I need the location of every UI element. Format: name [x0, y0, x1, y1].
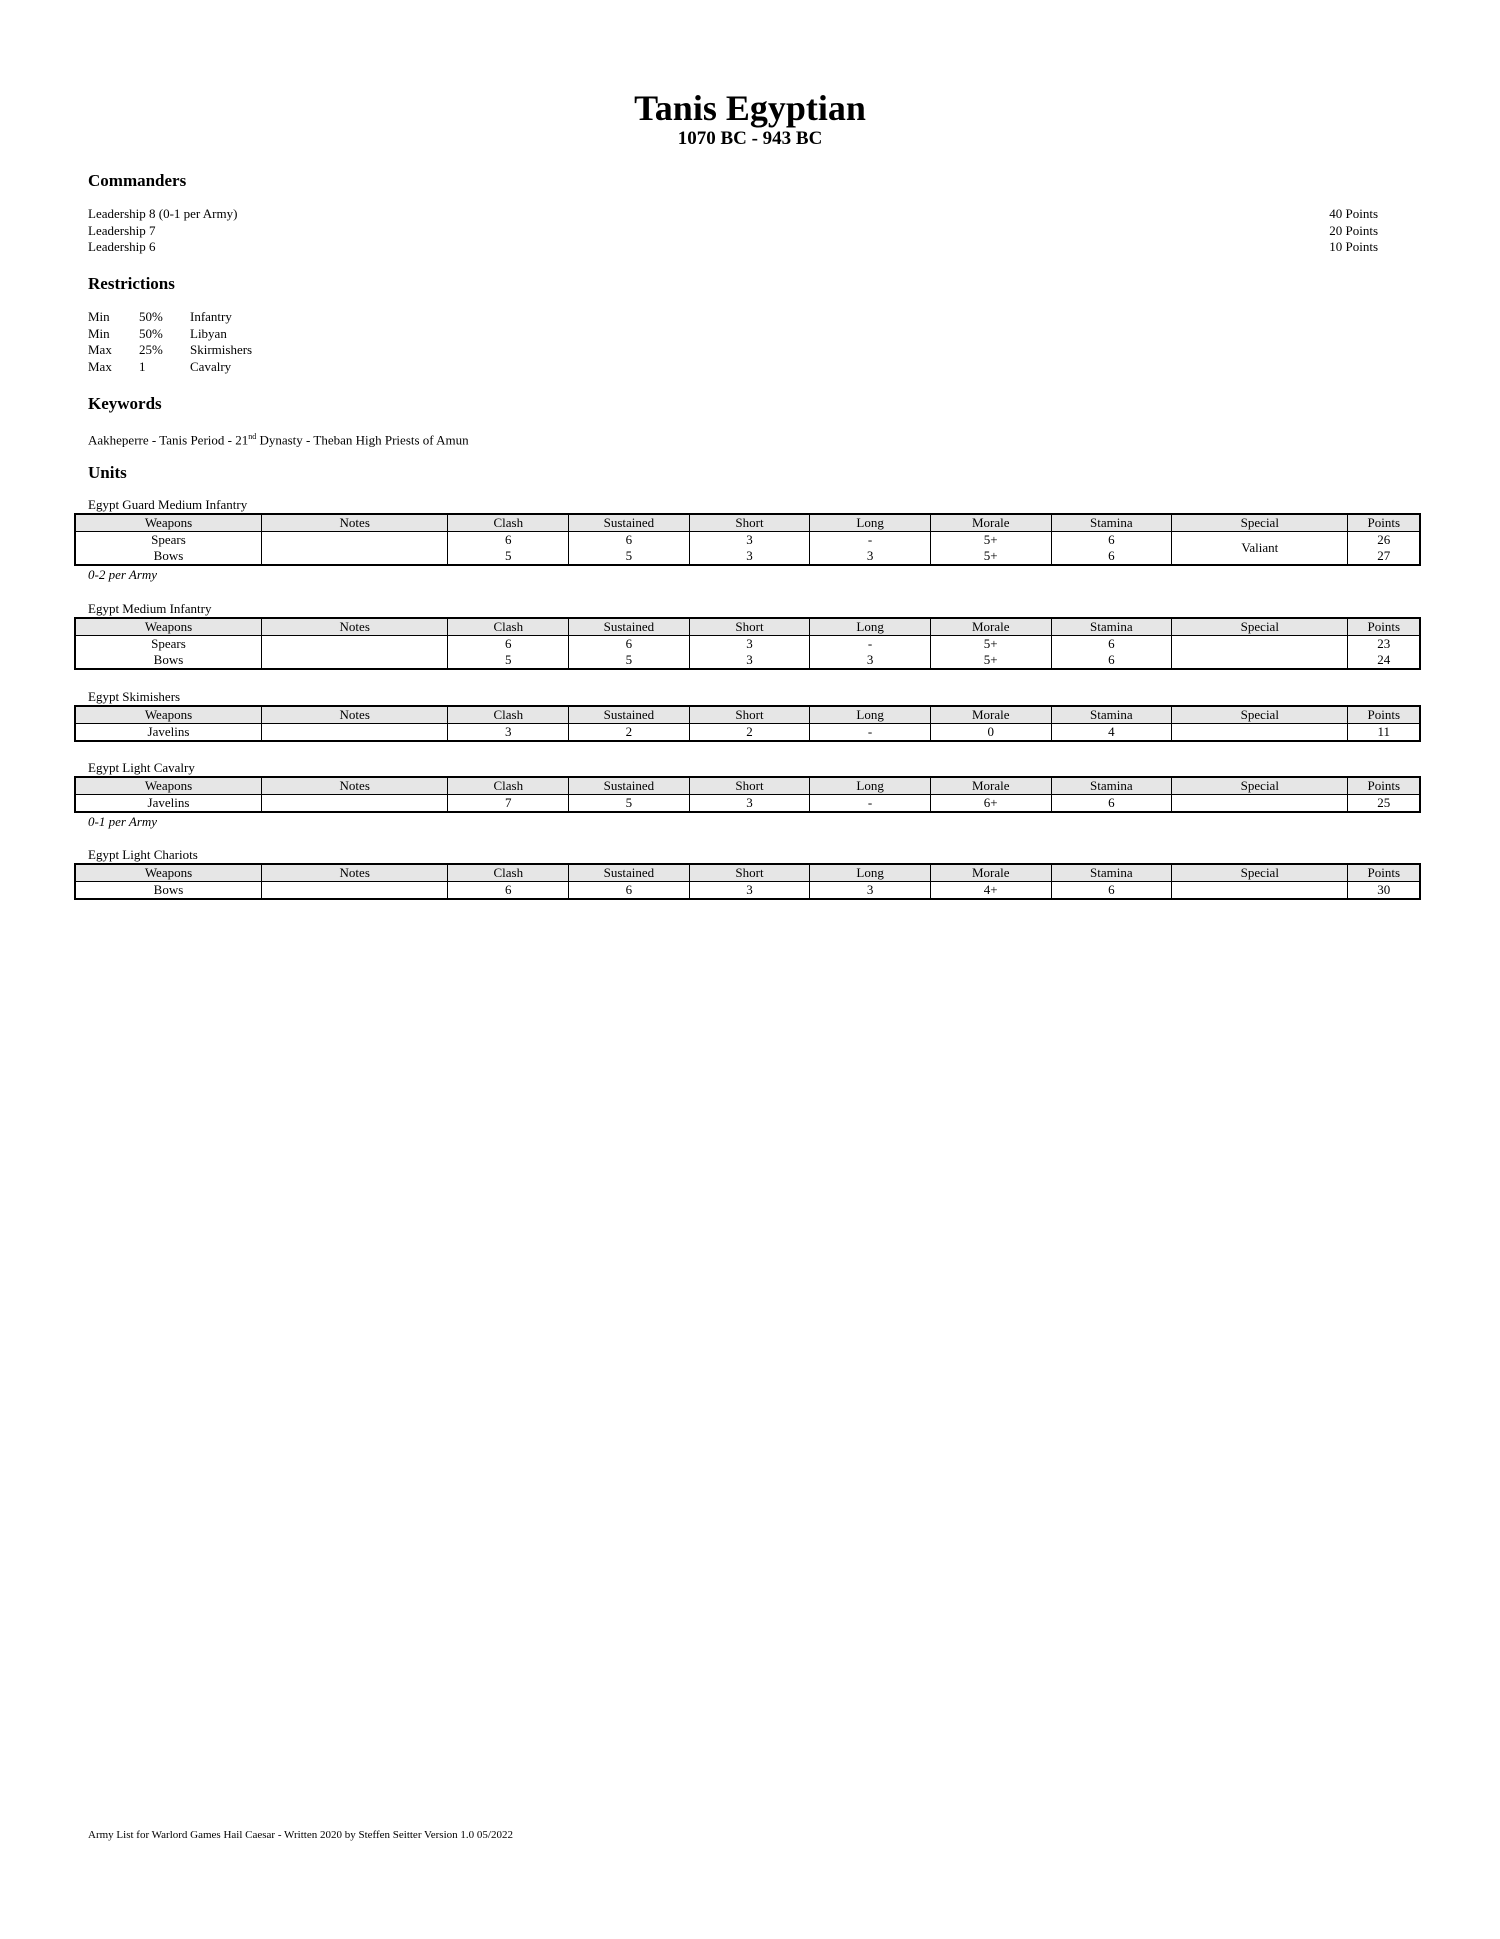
col-morale: Morale — [930, 618, 1051, 636]
restriction-row — [88, 309, 252, 326]
cell-stamina: 6 — [1051, 795, 1172, 813]
cell-morale: 6+ — [930, 795, 1051, 813]
restriction-target: Infantry — [190, 309, 232, 324]
col-points: Points — [1348, 514, 1420, 532]
cell-short: 3 — [689, 532, 810, 549]
restriction-type: Max — [88, 358, 112, 374]
cell-morale: 5+ — [930, 532, 1051, 549]
col-points: Points — [1348, 777, 1420, 795]
keywords-heading: Keywords — [88, 394, 162, 413]
keywords-part-2: Dynasty - Theban High Priests of Amun — [256, 432, 469, 448]
cell-morale: 5+ — [930, 548, 1051, 565]
commander-label: Leadership 8 (0-1 per Army) — [88, 206, 238, 221]
commander-points: 10 Points — [1329, 239, 1378, 254]
commanders-list — [88, 206, 1378, 256]
unit-stats-table — [74, 863, 1421, 900]
cell-weapons: Javelins — [147, 724, 190, 739]
cell-sustained: 6 — [569, 532, 690, 549]
cell-clash: 5 — [448, 652, 569, 669]
unit-name: Egypt Medium Infantry — [88, 601, 212, 616]
cell-weapons: Spears — [151, 532, 186, 547]
cell-sustained: 2 — [569, 724, 690, 742]
unit-name: Egypt Light Cavalry — [88, 760, 195, 775]
col-long: Long — [810, 777, 931, 795]
commanders-heading: Commanders — [88, 171, 187, 190]
col-short: Short — [689, 514, 810, 532]
cell-long: - — [810, 724, 931, 742]
cell-short: 3 — [689, 652, 810, 669]
col-morale: Morale — [930, 777, 1051, 795]
cell-clash: 6 — [448, 532, 569, 549]
col-short: Short — [689, 864, 810, 882]
cell-long: 3 — [810, 548, 931, 565]
cell-points: 23 — [1348, 636, 1420, 653]
unit-name: Egypt Light Chariots — [88, 847, 198, 862]
col-sustained: Sustained — [569, 706, 690, 724]
unit-stats-table — [74, 776, 1421, 813]
cell-short: 3 — [689, 795, 810, 813]
cell-stamina: 6 — [1051, 532, 1172, 549]
col-clash: Clash — [448, 706, 569, 724]
restriction-value: 50% — [139, 309, 163, 324]
col-stamina: Stamina — [1051, 777, 1172, 795]
col-clash: Clash — [448, 514, 569, 532]
restriction-value: 50% — [139, 325, 163, 341]
unit-block — [74, 689, 1421, 742]
cell-weapons: Bows — [153, 548, 184, 563]
unit-stats-table — [74, 705, 1421, 742]
col-morale: Morale — [930, 514, 1051, 532]
col-special: Special — [1172, 618, 1348, 636]
col-clash: Clash — [448, 618, 569, 636]
cell-notes — [261, 636, 447, 653]
cell-stamina: 6 — [1051, 636, 1172, 653]
restriction-type: Max — [88, 342, 112, 357]
col-weapons: Weapons — [75, 777, 261, 795]
col-special: Special — [1172, 864, 1348, 882]
cell-points: 25 — [1348, 795, 1420, 813]
cell-points: 24 — [1348, 652, 1420, 669]
cell-long: - — [810, 636, 931, 653]
cell-morale: 0 — [930, 724, 1051, 742]
cell-long: - — [810, 532, 931, 549]
commander-label: Leadership 6 — [88, 239, 156, 254]
col-points: Points — [1348, 706, 1420, 724]
cell-sustained: 5 — [569, 795, 690, 813]
cell-short: 2 — [689, 724, 810, 742]
commander-points: 40 Points — [1329, 206, 1378, 221]
cell-points: 30 — [1348, 882, 1420, 900]
commander-label: Leadership 7 — [88, 222, 156, 238]
cell-sustained: 5 — [569, 652, 690, 669]
keywords-text — [88, 429, 469, 449]
col-special: Special — [1172, 514, 1348, 532]
col-short: Short — [689, 618, 810, 636]
footer-text: Army List for Warlord Games Hail Caesar - Written 2020 by Steffen Seitter Version 1.0 05/2022 — [88, 1829, 513, 1841]
table-row — [75, 532, 1420, 549]
col-special: Special — [1172, 706, 1348, 724]
commander-row — [88, 239, 1378, 256]
cell-clash: 5 — [448, 548, 569, 565]
cell-notes — [261, 795, 447, 813]
cell-special — [1172, 636, 1348, 670]
col-short: Short — [689, 777, 810, 795]
restriction-type: Min — [88, 309, 110, 324]
unit-block — [74, 601, 1421, 670]
restriction-row — [88, 359, 252, 376]
col-long: Long — [810, 514, 931, 532]
cell-special — [1172, 795, 1348, 813]
col-stamina: Stamina — [1051, 514, 1172, 532]
cell-short: 3 — [689, 636, 810, 653]
col-notes: Notes — [261, 864, 447, 882]
commander-row — [88, 223, 1378, 240]
col-notes: Notes — [261, 618, 447, 636]
units-heading: Units — [88, 463, 127, 482]
col-morale: Morale — [930, 706, 1051, 724]
col-long: Long — [810, 706, 931, 724]
col-sustained: Sustained — [569, 777, 690, 795]
cell-stamina: 6 — [1051, 548, 1172, 565]
cell-clash: 6 — [448, 882, 569, 900]
col-sustained: Sustained — [569, 864, 690, 882]
table-header-row — [75, 706, 1420, 724]
col-sustained: Sustained — [569, 514, 690, 532]
col-weapons: Weapons — [75, 618, 261, 636]
page-title: Tanis Egyptian — [634, 88, 866, 128]
commander-points: 20 Points — [1329, 222, 1378, 238]
period-dates: 1070 BC - 943 BC — [677, 128, 823, 149]
restriction-type: Min — [88, 325, 110, 341]
cell-sustained: 5 — [569, 548, 690, 565]
cell-stamina: 6 — [1051, 652, 1172, 669]
table-header-row — [75, 514, 1420, 532]
unit-note: 0-2 per Army — [88, 567, 158, 582]
col-points: Points — [1348, 864, 1420, 882]
unit-block — [74, 497, 1421, 584]
col-special: Special — [1172, 777, 1348, 795]
cell-clash: 7 — [448, 795, 569, 813]
unit-block — [74, 760, 1421, 831]
cell-notes — [261, 532, 447, 549]
table-row — [75, 795, 1420, 813]
cell-weapons: Bows — [153, 652, 184, 667]
col-notes: Notes — [261, 777, 447, 795]
cell-sustained: 6 — [569, 636, 690, 653]
cell-morale: 5+ — [930, 652, 1051, 669]
cell-long: - — [810, 795, 931, 813]
title-block — [0, 88, 1500, 150]
col-weapons: Weapons — [75, 864, 261, 882]
unit-block — [74, 847, 1421, 900]
cell-short: 3 — [689, 882, 810, 900]
cell-stamina: 4 — [1051, 724, 1172, 742]
cell-weapons: Spears — [151, 636, 186, 651]
keywords-superscript: nd — [248, 432, 257, 441]
cell-notes — [261, 652, 447, 669]
col-stamina: Stamina — [1051, 864, 1172, 882]
col-clash: Clash — [448, 864, 569, 882]
col-clash: Clash — [448, 777, 569, 795]
cell-points: 27 — [1348, 548, 1420, 565]
col-short: Short — [689, 706, 810, 724]
cell-short: 3 — [689, 548, 810, 565]
restriction-row — [88, 342, 252, 359]
col-stamina: Stamina — [1051, 618, 1172, 636]
col-long: Long — [810, 864, 931, 882]
cell-notes — [261, 724, 447, 742]
restriction-target: Skirmishers — [190, 342, 253, 357]
table-header-row — [75, 864, 1420, 882]
col-morale: Morale — [930, 864, 1051, 882]
cell-long: 3 — [810, 882, 931, 900]
cell-notes — [261, 882, 447, 900]
restriction-target: Cavalry — [190, 358, 232, 374]
cell-points: 26 — [1348, 532, 1420, 549]
cell-special: Valiant — [1172, 532, 1348, 566]
col-weapons: Weapons — [75, 706, 261, 724]
table-header-row — [75, 777, 1420, 795]
restriction-value: 1 — [139, 358, 146, 374]
commander-row — [88, 206, 1378, 223]
col-weapons: Weapons — [75, 514, 261, 532]
cell-clash: 3 — [448, 724, 569, 742]
table-row — [75, 724, 1420, 742]
col-notes: Notes — [261, 514, 447, 532]
unit-note: 0-1 per Army — [88, 814, 158, 829]
col-sustained: Sustained — [569, 618, 690, 636]
cell-morale: 4+ — [930, 882, 1051, 900]
restriction-value: 25% — [139, 342, 163, 357]
restriction-target: Libyan — [190, 325, 227, 341]
cell-clash: 6 — [448, 636, 569, 653]
unit-stats-table — [74, 513, 1421, 566]
table-header-row — [75, 618, 1420, 636]
unit-stats-table — [74, 617, 1421, 670]
cell-sustained: 6 — [569, 882, 690, 900]
col-notes: Notes — [261, 706, 447, 724]
restriction-row — [88, 326, 252, 343]
restrictions-table — [88, 309, 252, 375]
cell-long: 3 — [810, 652, 931, 669]
cell-points: 11 — [1348, 724, 1420, 742]
keywords-part-1: Aakheperre - Tanis Period - 21 — [88, 432, 249, 448]
restrictions-heading: Restrictions — [88, 274, 175, 293]
cell-weapons: Bows — [153, 882, 184, 897]
table-row — [75, 636, 1420, 653]
unit-name: Egypt Skimishers — [88, 689, 181, 704]
col-points: Points — [1348, 618, 1420, 636]
cell-notes — [261, 548, 447, 565]
cell-morale: 5+ — [930, 636, 1051, 653]
unit-name: Egypt Guard Medium Infantry — [88, 497, 248, 512]
cell-special — [1172, 882, 1348, 900]
cell-special — [1172, 724, 1348, 742]
table-row — [75, 882, 1420, 900]
cell-weapons: Javelins — [147, 795, 190, 810]
col-stamina: Stamina — [1051, 706, 1172, 724]
col-long: Long — [810, 618, 931, 636]
cell-stamina: 6 — [1051, 882, 1172, 900]
